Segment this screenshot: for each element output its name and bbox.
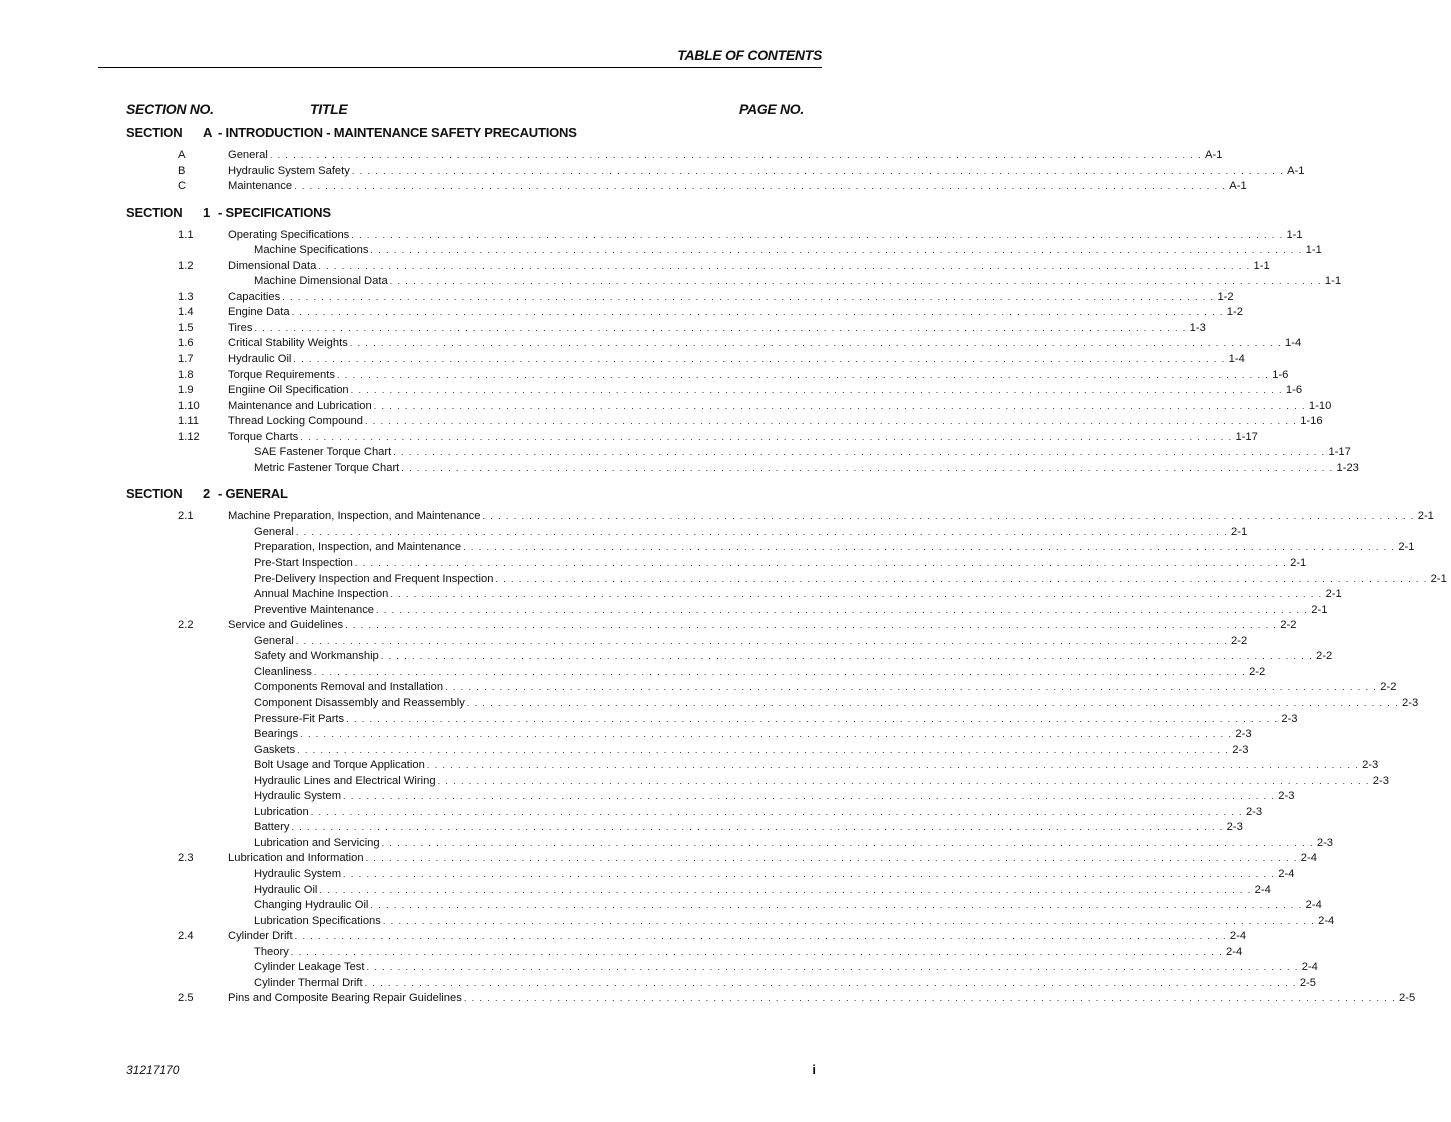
entry-title: Maintenance and Lubrication: [228, 399, 372, 412]
entry-title: Capacities: [228, 290, 281, 303]
dot-leader: . . . . . . . . . . . . . . . . . . . . . . . . . . . . . . . . . . . . . . . . . . . . . . . . . . . . . . . . . . . . . . . . . . . . . . . . . . . . . . . . . . . . . . . . . . . . . . . . . . . . . . . . . . . . . . . . . . . . . . . .: [295, 635, 1229, 646]
entry-line: [254, 712, 1298, 728]
entry-page: 1-1: [1324, 275, 1342, 288]
entry-page: 1-6: [1285, 384, 1303, 397]
entry-line: [228, 228, 1303, 244]
entry-page: 2-1: [1430, 572, 1447, 585]
entry-title: Components Removal and Installation: [254, 681, 444, 694]
toc-entry[interactable]: [0, 274, 1342, 290]
entry-line: [254, 960, 1318, 976]
entry-page: 1-16: [1300, 415, 1323, 428]
entry-title: Dimensional Data: [228, 259, 317, 272]
toc-entry[interactable]: [0, 634, 1248, 650]
entry-title: Tires: [228, 321, 253, 334]
entry-line: [228, 290, 1234, 306]
entry-title: Hydraulic System: [254, 867, 342, 880]
document-number: 31217170: [126, 1063, 180, 1077]
entry-line: [254, 540, 1415, 556]
entry-title: SAE Fastener Torque Chart: [254, 446, 392, 459]
entry-line: [228, 321, 1206, 337]
entry-number: 2.5: [178, 992, 194, 1005]
entry-title: Component Disassembly and Reassembly: [254, 696, 465, 709]
entry-line: [254, 649, 1333, 665]
entry-page: 1-2: [1226, 306, 1243, 319]
toc-entry[interactable]: [0, 383, 1303, 399]
entry-page: 2-2: [1280, 619, 1297, 632]
dot-leader: . . . . . . . . . . . . . . . . . . . . . . . . . . . . . . . . . . . . . . . . . . . . . . . . . . . . . . . . . . . . . . . . . . . . . . . . . . . . . . . . . . . . . . . . . . . . . . . . . . . . . . . . . . . . . . . . . . . . . . . .: [370, 245, 1303, 256]
toc-entry[interactable]: [0, 321, 1206, 337]
section-word: SECTION: [126, 486, 183, 502]
entry-title: General: [254, 525, 294, 538]
entry-line: [254, 945, 1243, 961]
entry-page: 2-4: [1278, 867, 1295, 880]
dot-leader: . . . . . . . . . . . . . . . . . . . . . . . . . . . . . . . . . . . . . . . . . . . . . . . . . . . . . . . . . . . . . . . . . . . . . . . . . . . . . . . . . . . . . . . . . . . . . . . . . . . . . . . . . . . . . . . . . . . . . . . .: [370, 900, 1303, 911]
dot-leader: . . . . . . . . . . . . . . . . . . . . . . . . . . . . . . . . . . . . . . . . . . . . . . . . . . . . . . . . . . . . . . . . . . . . . . . . . . . . . . . . . . . . . . . . . . . . . . . . . . . . . . . . . . . . . . . . . . . . . . . .: [350, 385, 1283, 396]
entry-line: [228, 368, 1289, 384]
entry-line: [254, 243, 1322, 259]
entry-title: Hydraulic Oil: [254, 883, 318, 896]
toc-entry[interactable]: [0, 680, 1397, 696]
entry-line: [228, 352, 1245, 368]
entry-line: [254, 867, 1295, 883]
dot-leader: . . . . . . . . . . . . . . . . . . . . . . . . . . . . . . . . . . . . . . . . . . . . . . . . . . . . . . . . . . . . . . . . . . . . . . . . . . . . . . . . . . . . . . . . . . . . . . . . . . . . . . . . . . . . . . . . . . . . . . . .: [343, 868, 1276, 879]
toc-entry[interactable]: [0, 805, 1263, 821]
entry-title: Cleanliness: [254, 665, 312, 678]
entry-title: Lubrication and Servicing: [254, 836, 380, 849]
entry-page: 2-3: [1316, 836, 1334, 849]
entry-number: 1.8: [178, 368, 194, 381]
entry-page: 2-3: [1235, 728, 1252, 741]
dot-leader: . . . . . . . . . . . . . . . . . . . . . . . . . . . . . . . . . . . . . . . . . . . . . . . . . . . . . . . . . . . . . . . . . . . . . . . . . . . . . . . . . . . . . . . . . . . . . . . . . . . . . . . . . . . . . . . . . . . . . . . .: [343, 791, 1276, 802]
entry-line: [254, 836, 1334, 852]
section-heading: [0, 124, 866, 142]
toc-entry[interactable]: [0, 556, 1307, 572]
toc-entry[interactable]: [0, 743, 1249, 759]
entry-line: [254, 665, 1266, 681]
entry-title: Pressure-Fit Parts: [254, 712, 345, 725]
entry-page: 1-17: [1235, 430, 1258, 443]
dot-leader: . . . . . . . . . . . . . . . . . . . . . . . . . . . . . . . . . . . . . . . . . . . . . . . . . . . . . . . . . . . . . . . . . . . . . . . . . . . . . . . . . . . . . . . . . . . . . . . . . . . . . . . . . . . . . . . . . . . . . . . .: [380, 651, 1314, 662]
entry-page: 1-4: [1228, 353, 1245, 366]
toc-entry[interactable]: [0, 445, 1351, 461]
section-word: SECTION: [126, 204, 183, 220]
entry-title: Engiine Oil Specification: [228, 384, 349, 397]
dot-leader: . . . . . . . . . . . . . . . . . . . . . . . . . . . . . . . . . . . . . . . . . . . . . . . . . . . . . . . . . . . . . . . . . . . . . . . . . . . . . . . . . . . . . . . . . . . . . . . . . . . . . . . . . . . . . . . . . . . . . . . .: [319, 884, 1252, 895]
toc-entry[interactable]: [0, 712, 1298, 728]
entry-page: 1-2: [1217, 290, 1234, 303]
entry-page: 2-1: [1417, 510, 1434, 523]
entry-number: 1.9: [178, 384, 194, 397]
dot-leader: . . . . . . . . . . . . . . . . . . . . . . . . . . . . . . . . . . . . . . . . . . . . . . . . . . . . . . . . . . . . . . . . . . . . . . . . . . . . . . . . . . . . . . . . . . . . . . . . . . . . . . . . . . . . . . . . . . . . . . . .: [351, 229, 1284, 240]
dot-leader: . . . . . . . . . . . . . . . . . . . . . . . . . . . . . . . . . . . . . . . . . . . . . . . . . . . . . . . . . . . . . . . . . . . . . . . . . . . . . . . . . . . . . . . . . . . . . . . . . . . . . . . . . . . . . . . . . . . . . . . .: [401, 462, 1334, 473]
header-rule: [98, 67, 822, 68]
entry-number: 2.3: [178, 852, 194, 865]
entry-number: 1.7: [178, 353, 194, 366]
entry-line: [254, 445, 1351, 461]
section-id: 1: [203, 204, 211, 220]
toc-entry[interactable]: [0, 228, 1303, 244]
entry-line: [228, 430, 1258, 446]
entry-line: [228, 179, 1247, 195]
dot-leader: . . . . . . . . . . . . . . . . . . . . . . . . . . . . . . . . . . . . . . . . . . . . . . . . . . . . . . . . . . . . . . . . . . . . . . . . . . . . . . . . . . . . . . . . . . . . . . . . . . . . . . . . . . . . . . . . . . . . . . . .: [389, 276, 1322, 287]
entry-page: 2-3: [1402, 696, 1419, 709]
entry-page: 2-4: [1226, 945, 1243, 958]
dot-leader: . . . . . . . . . . . . . . . . . . . . . . . . . . . . . . . . . . . . . . . . . . . . . . . . . . . . . . . . . . . . . . . . . . . . . . . . . . . . . . . . . . . . . . . . . . . . . . . . . . . . . . . . . . . . . . . . . . . . . . . .: [300, 431, 1233, 442]
dot-leader: . . . . . . . . . . . . . . . . . . . . . . . . . . . . . . . . . . . . . . . . . . . . . . . . . . . . . . . . . . . . . . . . . . . . . . . . . . . . . . . . . . . . . . . . . . . . . . . . . . . . . . . . . . . . . . . . . . . . . . . .: [291, 307, 1224, 318]
entry-number: 1.1: [178, 228, 194, 241]
dot-leader: . . . . . . . . . . . . . . . . . . . . . . . . . . . . . . . . . . . . . . . . . . . . . . . . . . . . . . . . . . . . . . . . . . . . . . . . . . . . . . . . . . . . . . . . . . . . . . . . . . . . . . . . . . . . . . . . . . . . . . . .: [351, 165, 1285, 176]
entry-line: [228, 991, 1416, 1007]
entry-page: 2-4: [1300, 852, 1317, 865]
entry-title: Gaskets: [254, 743, 296, 756]
entry-line: [254, 634, 1248, 650]
toc-entry[interactable]: [0, 603, 1328, 619]
dot-leader: . . . . . . . . . . . . . . . . . . . . . . . . . . . . . . . . . . . . . . . . . . . . . . . . . . . . . . . . . . . . . . . . . . . . . . . . . . . . . . . . . . . . . . . . . . . . . . . . . . . . . . . . . . . . . . . . . . . . . . . .: [495, 573, 1428, 584]
entry-title: Pins and Composite Bearing Repair Guidelines: [228, 992, 462, 1005]
entry-title: Lubrication and Information: [228, 852, 364, 865]
entry-line: [254, 525, 1248, 541]
dot-leader: . . . . . . . . . . . . . . . . . . . . . . . . . . . . . . . . . . . . . . . . . . . . . . . . . . . . . . . . . . . . . . . . . . . . . . . . . . . . . . . . . . . . . . . . . . . . . . . . . . . . . . . . . . . . . . . . . . . . . . . .: [463, 993, 1397, 1004]
entry-line: [254, 820, 1243, 836]
dot-leader: . . . . . . . . . . . . . . . . . . . . . . . . . . . . . . . . . . . . . . . . . . . . . . . . . . . . . . . . . . . . . . . . . . . . . . . . . . . . . . . . . . . . . . . . . . . . . . . . . . . . . . . . . . . . . . . . . . . . . . . .: [366, 962, 1299, 973]
toc-entry[interactable]: [0, 665, 1266, 681]
entry-line: [228, 148, 1223, 164]
entry-title: Hydraulic System: [254, 790, 342, 803]
dot-leader: . . . . . . . . . . . . . . . . . . . . . . . . . . . . . . . . . . . . . . . . . . . . . . . . . . . . . . . . . . . . . . . . . . . . . . . . . . . . . . . . . . . . . . . . . . . . . . . . . . . . . . . . . . . . . . . . . . . . . . . .: [466, 697, 1400, 708]
entry-page: 2-2: [1380, 681, 1397, 694]
toc-entry[interactable]: [0, 836, 1334, 852]
entry-number: 2.1: [178, 510, 194, 523]
entry-title: General: [254, 634, 294, 647]
toc-entry[interactable]: [0, 352, 1245, 368]
entry-title: General: [228, 149, 268, 161]
entry-page: 2-4: [1229, 930, 1247, 943]
dot-leader: . . . . . . . . . . . . . . . . . . . . . . . . . . . . . . . . . . . . . . . . . . . . . . . . . . . . . . . . . . . . . . . . . . . . . . . . . . . . . . . . . . . . . . . . . . . . . . . . . . . . . . . . . . . . . . . . . . . . . . . .: [426, 760, 1360, 771]
toc-entry[interactable]: [0, 914, 1335, 930]
entry-title: Cylinder Leakage Test: [254, 961, 365, 974]
entry-page: 2-4: [1305, 899, 1322, 912]
entry-line: [254, 461, 1359, 477]
entry-line: [228, 851, 1317, 867]
entry-title: Maintenance: [228, 180, 293, 193]
dot-leader: . . . . . . . . . . . . . . . . . . . . . . . . . . . . . . . . . . . . . . . . . . . . . . . . . . . . . . . . . . . . . . . . . . . . . . . . . . . . . . . . . . . . . . . . . . . . . . . . . . . . . . . . . . . . . . . . . . . . . . . .: [482, 511, 1415, 522]
entry-page: 2-3: [1281, 712, 1298, 725]
entry-page: 2-3: [1362, 759, 1379, 772]
entry-title: Torque Charts: [228, 430, 299, 443]
entry-line: [254, 603, 1328, 619]
entry-title: Torque Requirements: [228, 368, 335, 381]
entry-line: [228, 399, 1332, 415]
entry-page: 2-4: [1254, 883, 1271, 896]
toc-entry[interactable]: [0, 572, 1447, 588]
entry-title: Hydraulic System Safety: [228, 164, 350, 177]
entry-page: 2-4: [1301, 961, 1318, 974]
column-header-title: TITLE: [310, 101, 348, 117]
entry-page: 1-17: [1328, 446, 1351, 459]
dot-leader: . . . . . . . . . . . . . . . . . . . . . . . . . . . . . . . . . . . . . . . . . . . . . . . . . . . . . . . . . . . . . . . . . . . . . . . . . . . . . . . . . . . . . . . . . . . . . . . . . . . . . . . . . . . . . . . . . . . . . . . .: [293, 354, 1226, 365]
entry-page: 1-10: [1308, 399, 1332, 412]
entry-line: [228, 509, 1434, 525]
toc-entry[interactable]: [0, 430, 1258, 446]
dot-leader: . . . . . . . . . . . . . . . . . . . . . . . . . . . . . . . . . . . . . . . . . . . . . . . . . . . . . . . . . . . . . . . . . . . . . . . . . . . . . . . . . . . . . . . . . . . . . . . . . . . . . . . . . . . . . . . . . . . . . . . .: [269, 150, 1203, 160]
dot-leader: . . . . . . . . . . . . . . . . . . . . . . . . . . . . . . . . . . . . . . . . . . . . . . . . . . . . . . . . . . . . . . . . . . . . . . . . . . . . . . . . . . . . . . . . . . . . . . . . . . . . . . . . . . . . . . . . . . . . . . . .: [345, 620, 1278, 631]
toc-entry[interactable]: [0, 618, 1297, 634]
entry-title: Operating Specifications: [228, 228, 350, 241]
dot-leader: . . . . . . . . . . . . . . . . . . . . . . . . . . . . . . . . . . . . . . . . . . . . . . . . . . . . . . . . . . . . . . . . . . . . . . . . . . . . . . . . . . . . . . . . . . . . . . . . . . . . . . . . . . . . . . . . . . . . . . . .: [294, 181, 1227, 192]
dot-leader: . . . . . . . . . . . . . . . . . . . . . . . . . . . . . . . . . . . . . . . . . . . . . . . . . . . . . . . . . . . . . . . . . . . . . . . . . . . . . . . . . . . . . . . . . . . . . . . . . . . . . . . . . . . . . . . . . . . . . . . .: [376, 604, 1309, 615]
toc-entry[interactable]: [0, 259, 1270, 275]
entry-page: 1-23: [1336, 461, 1359, 474]
dot-leader: . . . . . . . . . . . . . . . . . . . . . . . . . . . . . . . . . . . . . . . . . . . . . . . . . . . . . . . . . . . . . . . . . . . . . . . . . . . . . . . . . . . . . . . . . . . . . . . . . . . . . . . . . . . . . . . . . . . . . . . .: [290, 946, 1224, 957]
entry-title: Metric Fastener Torque Chart: [254, 461, 400, 474]
toc-entry[interactable]: [0, 414, 1323, 430]
entry-line: [254, 774, 1389, 790]
dot-leader: . . . . . . . . . . . . . . . . . . . . . . . . . . . . . . . . . . . . . . . . . . . . . . . . . . . . . . . . . . . . . . . . . . . . . . . . . . . . . . . . . . . . . . . . . . . . . . . . . . . . . . . . . . . . . . . . . . . . . . . .: [313, 666, 1247, 677]
toc-entry[interactable]: [0, 461, 1359, 477]
entry-title: Pre-Start Inspection: [254, 557, 353, 570]
toc-entry[interactable]: [0, 540, 1415, 556]
entry-page: 2-5: [1299, 976, 1316, 989]
entry-number: C: [178, 180, 187, 193]
entry-page: 2-4: [1318, 914, 1335, 927]
entry-number: 1.4: [178, 306, 194, 319]
dot-leader: . . . . . . . . . . . . . . . . . . . . . . . . . . . . . . . . . . . . . . . . . . . . . . . . . . . . . . . . . . . . . . . . . . . . . . . . . . . . . . . . . . . . . . . . . . . . . . . . . . . . . . . . . . . . . . . . . . . . . . . .: [393, 447, 1326, 458]
entry-title: Lubrication Specifications: [254, 914, 381, 927]
entry-line: [228, 305, 1243, 321]
dot-leader: . . . . . . . . . . . . . . . . . . . . . . . . . . . . . . . . . . . . . . . . . . . . . . . . . . . . . . . . . . . . . . . . . . . . . . . . . . . . . . . . . . . . . . . . . . . . . . . . . . . . . . . . . . . . . . . . . . . . . . . .: [365, 853, 1298, 864]
entry-page: 1-1: [1253, 259, 1270, 272]
toc-entry[interactable]: [0, 399, 1332, 415]
toc-entry[interactable]: [0, 929, 1247, 945]
entry-page: 2-2: [1316, 650, 1333, 663]
entry-title: Battery: [254, 821, 290, 834]
toc-entry[interactable]: [0, 820, 1243, 836]
section-title: - SPECIFICATIONS: [218, 204, 331, 220]
entry-number: 1.10: [178, 399, 200, 412]
entry-title: Service and Guidelines: [228, 619, 344, 632]
entry-number: B: [178, 164, 186, 177]
entry-title: Thread Locking Compound: [228, 415, 363, 428]
entry-page: 2-1: [1325, 588, 1342, 601]
entry-title: Annual Machine Inspection: [254, 588, 389, 601]
dot-leader: . . . . . . . . . . . . . . . . . . . . . . . . . . . . . . . . . . . . . . . . . . . . . . . . . . . . . . . . . . . . . . . . . . . . . . . . . . . . . . . . . . . . . . . . . . . . . . . . . . . . . . . . . . . . . . . . . . . . . . . .: [364, 416, 1298, 427]
dot-leader: . . . . . . . . . . . . . . . . . . . . . . . . . . . . . . . . . . . . . . . . . . . . . . . . . . . . . . . . . . . . . . . . . . . . . . . . . . . . . . . . . . . . . . . . . . . . . . . . . . . . . . . . . . . . . . . . . . . . . . . .: [336, 369, 1270, 380]
section-id: 2: [203, 486, 211, 502]
toc-entry[interactable]: [0, 305, 1243, 321]
dot-leader: . . . . . . . . . . . . . . . . . . . . . . . . . . . . . . . . . . . . . . . . . . . . . . . . . . . . . . . . . . . . . . . . . . . . . . . . . . . . . . . . . . . . . . . . . . . . . . . . . . . . . . . . . . . . . . . . . . . . . . . .: [297, 744, 1230, 755]
entry-page: 2-3: [1245, 805, 1263, 818]
entry-title: Changing Hydraulic Oil: [254, 899, 369, 912]
entry-page: 2-3: [1278, 790, 1295, 803]
entry-page: 1-1: [1305, 244, 1322, 257]
dot-leader: . . . . . . . . . . . . . . . . . . . . . . . . . . . . . . . . . . . . . . . . . . . . . . . . . . . . . . . . . . . . . . . . . . . . . . . . . . . . . . . . . . . . . . . . . . . . . . . . . . . . . . . . . . . . . . . . . . . . . . . .: [282, 291, 1215, 302]
section-heading: [0, 485, 866, 503]
entry-page: 2-1: [1290, 557, 1307, 570]
section-id: A: [203, 125, 213, 140]
toc-entry[interactable]: [0, 774, 1389, 790]
entry-page: 2-2: [1231, 634, 1248, 647]
entry-number: 1.3: [178, 290, 194, 303]
entry-line: [254, 274, 1342, 290]
entry-line: [254, 789, 1295, 805]
entry-title: Machine Dimensional Data: [254, 275, 388, 288]
toc-entry[interactable]: [0, 525, 1248, 541]
entry-number: 2.2: [178, 619, 194, 632]
entry-line: [254, 556, 1307, 572]
entry-number: 2.4: [178, 930, 194, 943]
dot-leader: . . . . . . . . . . . . . . . . . . . . . . . . . . . . . . . . . . . . . . . . . . . . . . . . . . . . . . . . . . . . . . . . . . . . . . . . . . . . . . . . . . . . . . . . . . . . . . . . . . . . . . . . . . . . . . . . . . . . . . . .: [354, 558, 1288, 569]
entry-number: 1.11: [178, 415, 199, 428]
toc-entry[interactable]: [0, 789, 1295, 805]
entry-number: 1.6: [178, 337, 194, 350]
section-title: - INTRODUCTION - MAINTENANCE SAFETY PRECAUTIONS: [218, 125, 577, 140]
entry-line: [254, 727, 1252, 743]
table-of-contents: [0, 124, 1447, 1007]
section-title: - GENERAL: [218, 486, 288, 502]
toc-entry[interactable]: [0, 976, 1316, 992]
page-number: i: [812, 1062, 816, 1077]
entry-title: Machine Preparation, Inspection, and Maintenance: [228, 510, 481, 523]
entry-page: 2-3: [1232, 743, 1249, 756]
dot-leader: . . . . . . . . . . . . . . . . . . . . . . . . . . . . . . . . . . . . . . . . . . . . . . . . . . . . . . . . . . . . . . . . . . . . . . . . . . . . . . . . . . . . . . . . . . . . . . . . . . . . . . . . . . . . . . . . . . . . . . . .: [437, 775, 1370, 786]
dot-leader: . . . . . . . . . . . . . . . . . . . . . . . . . . . . . . . . . . . . . . . . . . . . . . . . . . . . . . . . . . . . . . . . . . . . . . . . . . . . . . . . . . . . . . . . . . . . . . . . . . . . . . . . . . . . . . . . . . . . . . . .: [364, 977, 1297, 988]
entry-line: [254, 572, 1447, 588]
toc-entry[interactable]: [0, 587, 1342, 603]
toc-entry[interactable]: [0, 148, 1223, 164]
entry-page: A-1: [1287, 164, 1305, 177]
entry-title: Pre-Delivery Inspection and Frequent Inspection: [254, 572, 494, 585]
entry-page: 2-3: [1372, 774, 1389, 787]
dot-leader: . . . . . . . . . . . . . . . . . . . . . . . . . . . . . . . . . . . . . . . . . . . . . . . . . . . . . . . . . . . . . . . . . . . . . . . . . . . . . . . . . . . . . . . . . . . . . . . . . . . . . . . . . . . . . . . . . . . . . . . .: [445, 682, 1378, 693]
entry-page: 2-1: [1398, 541, 1415, 554]
entry-title: Preventive Maintenance: [254, 603, 375, 616]
dot-leader: . . . . . . . . . . . . . . . . . . . . . . . . . . . . . . . . . . . . . . . . . . . . . . . . . . . . . . . . . . . . . . . . . . . . . . . . . . . . . . . . . . . . . . . . . . . . . . . . . . . . . . . . . . . . . . . . . . . . . . . .: [381, 837, 1314, 848]
entry-page: 1-1: [1286, 228, 1303, 241]
entry-line: [254, 587, 1342, 603]
entry-page: 2-3: [1226, 821, 1243, 834]
dot-leader: . . . . . . . . . . . . . . . . . . . . . . . . . . . . . . . . . . . . . . . . . . . . . . . . . . . . . . . . . . . . . . . . . . . . . . . . . . . . . . . . . . . . . . . . . . . . . . . . . . . . . . . . . . . . . . . . . . . . . . . .: [318, 260, 1251, 271]
entry-title: Bolt Usage and Torque Application: [254, 759, 425, 772]
entry-page: 1-3: [1189, 321, 1206, 334]
section-word: SECTION: [126, 125, 183, 140]
entry-line: [254, 883, 1271, 899]
column-header-page: PAGE NO.: [738, 101, 804, 117]
dot-leader: . . . . . . . . . . . . . . . . . . . . . . . . . . . . . . . . . . . . . . . . . . . . . . . . . . . . . . . . . . . . . . . . . . . . . . . . . . . . . . . . . . . . . . . . . . . . . . . . . . . . . . . . . . . . . . . . . . . . . . . .: [300, 729, 1233, 740]
dot-leader: . . . . . . . . . . . . . . . . . . . . . . . . . . . . . . . . . . . . . . . . . . . . . . . . . . . . . . . . . . . . . . . . . . . . . . . . . . . . . . . . . . . . . . . . . . . . . . . . . . . . . . . . . . . . . . . . . . . . . . . .: [373, 400, 1306, 411]
entry-title: Hydraulic Lines and Electrical Wiring: [254, 774, 436, 787]
dot-leader: . . . . . . . . . . . . . . . . . . . . . . . . . . . . . . . . . . . . . . . . . . . . . . . . . . . . . . . . . . . . . . . . . . . . . . . . . . . . . . . . . . . . . . . . . . . . . . . . . . . . . . . . . . . . . . . . . . . . . . . .: [310, 806, 1243, 817]
entry-line: [254, 743, 1249, 759]
section-heading: [0, 204, 866, 222]
entry-line: [228, 414, 1323, 430]
entry-title: Hydraulic Oil: [228, 353, 292, 366]
toc-entry[interactable]: [0, 649, 1333, 665]
entry-title: Lubrication: [254, 805, 309, 818]
entry-line: [254, 898, 1322, 914]
entry-line: [228, 336, 1302, 352]
toc-entry[interactable]: [0, 336, 1302, 352]
toc-entry[interactable]: [0, 991, 1416, 1007]
toc-entry[interactable]: [0, 696, 1419, 712]
dot-leader: . . . . . . . . . . . . . . . . . . . . . . . . . . . . . . . . . . . . . . . . . . . . . . . . . . . . . . . . . . . . . . . . . . . . . . . . . . . . . . . . . . . . . . . . . . . . . . . . . . . . . . . . . . . . . . . . . . . . . . . .: [295, 526, 1229, 537]
entry-title: Critical Stability Weights: [228, 337, 348, 350]
dot-leader: . . . . . . . . . . . . . . . . . . . . . . . . . . . . . . . . . . . . . . . . . . . . . . . . . . . . . . . . . . . . . . . . . . . . . . . . . . . . . . . . . . . . . . . . . . . . . . . . . . . . . . . . . . . . . . . . . . . . . . . .: [294, 931, 1227, 942]
entry-line: [254, 696, 1419, 712]
entry-page: A-1: [1205, 149, 1223, 161]
toc-entry[interactable]: [0, 290, 1234, 306]
entry-title: Theory: [254, 945, 289, 958]
entry-page: 2-2: [1249, 665, 1266, 678]
entry-number: A: [178, 149, 186, 161]
toc-entry[interactable]: [0, 883, 1271, 899]
entry-line: [228, 164, 1305, 180]
entry-line: [254, 914, 1335, 930]
dot-leader: . . . . . . . . . . . . . . . . . . . . . . . . . . . . . . . . . . . . . . . . . . . . . . . . . . . . . . . . . . . . . . . . . . . . . . . . . . . . . . . . . . . . . . . . . . . . . . . . . . . . . . . . . . . . . . . . . . . . . . . .: [346, 713, 1279, 724]
toc-entry[interactable]: [0, 509, 1434, 525]
toc-entry[interactable]: [0, 758, 1379, 774]
column-headers: [126, 101, 804, 119]
entry-page: 2-1: [1311, 603, 1328, 616]
dot-leader: . . . . . . . . . . . . . . . . . . . . . . . . . . . . . . . . . . . . . . . . . . . . . . . . . . . . . . . . . . . . . . . . . . . . . . . . . . . . . . . . . . . . . . . . . . . . . . . . . . . . . . . . . . . . . . . . . . . . . . . .: [349, 338, 1283, 349]
entry-title: Cylinder Thermal Drift: [254, 976, 363, 989]
entry-page: 2-1: [1231, 525, 1248, 538]
entry-page: 1-4: [1285, 337, 1302, 350]
toc-entry[interactable]: [0, 164, 1305, 180]
entry-line: [228, 618, 1297, 634]
dot-leader: . . . . . . . . . . . . . . . . . . . . . . . . . . . . . . . . . . . . . . . . . . . . . . . . . . . . . . . . . . . . . . . . . . . . . . . . . . . . . . . . . . . . . . . . . . . . . . . . . . . . . . . . . . . . . . . . . . . . . . . .: [254, 322, 1187, 333]
entry-line: [254, 758, 1379, 774]
entry-title: Cylinder Drift: [228, 930, 293, 943]
toc-entry[interactable]: [0, 960, 1318, 976]
entry-title: Engine Data: [228, 306, 290, 319]
toc-entry[interactable]: [0, 727, 1252, 743]
entry-page: A-1: [1229, 180, 1247, 193]
toc-entry[interactable]: [0, 867, 1295, 883]
page-title: TABLE OF CONTENTS: [677, 47, 822, 63]
entry-line: [254, 805, 1263, 821]
entry-number: 1.12: [178, 430, 200, 443]
entry-number: 1.5: [178, 321, 194, 334]
toc-entry[interactable]: [0, 179, 1247, 195]
dot-leader: . . . . . . . . . . . . . . . . . . . . . . . . . . . . . . . . . . . . . . . . . . . . . . . . . . . . . . . . . . . . . . . . . . . . . . . . . . . . . . . . . . . . . . . . . . . . . . . . . . . . . . . . . . . . . . . . . . . . . . . .: [390, 589, 1323, 600]
column-header-section: SECTION NO.: [126, 101, 214, 117]
entry-title: Machine Specifications: [254, 244, 369, 257]
toc-entry[interactable]: [0, 898, 1322, 914]
entry-page: 1-6: [1272, 368, 1289, 381]
entry-title: Preparation, Inspection, and Maintenance: [254, 541, 462, 554]
toc-entry[interactable]: [0, 851, 1317, 867]
entry-title: Safety and Workmanship: [254, 650, 379, 663]
entry-line: [228, 383, 1303, 399]
dot-leader: . . . . . . . . . . . . . . . . . . . . . . . . . . . . . . . . . . . . . . . . . . . . . . . . . . . . . . . . . . . . . . . . . . . . . . . . . . . . . . . . . . . . . . . . . . . . . . . . . . . . . . . . . . . . . . . . . . . . . . . .: [463, 542, 1396, 553]
toc-entry[interactable]: [0, 945, 1243, 961]
entry-line: [228, 259, 1270, 275]
dot-leader: . . . . . . . . . . . . . . . . . . . . . . . . . . . . . . . . . . . . . . . . . . . . . . . . . . . . . . . . . . . . . . . . . . . . . . . . . . . . . . . . . . . . . . . . . . . . . . . . . . . . . . . . . . . . . . . . . . . . . . . .: [382, 915, 1316, 926]
entry-line: [228, 929, 1247, 945]
toc-entry[interactable]: [0, 243, 1322, 259]
entry-number: 1.2: [178, 259, 194, 272]
entry-line: [254, 680, 1397, 696]
entry-page: 2-5: [1399, 992, 1416, 1005]
dot-leader: . . . . . . . . . . . . . . . . . . . . . . . . . . . . . . . . . . . . . . . . . . . . . . . . . . . . . . . . . . . . . . . . . . . . . . . . . . . . . . . . . . . . . . . . . . . . . . . . . . . . . . . . . . . . . . . . . . . . . . . .: [291, 822, 1224, 833]
entry-line: [254, 976, 1316, 992]
entry-title: Bearings: [254, 728, 299, 741]
toc-entry[interactable]: [0, 368, 1289, 384]
